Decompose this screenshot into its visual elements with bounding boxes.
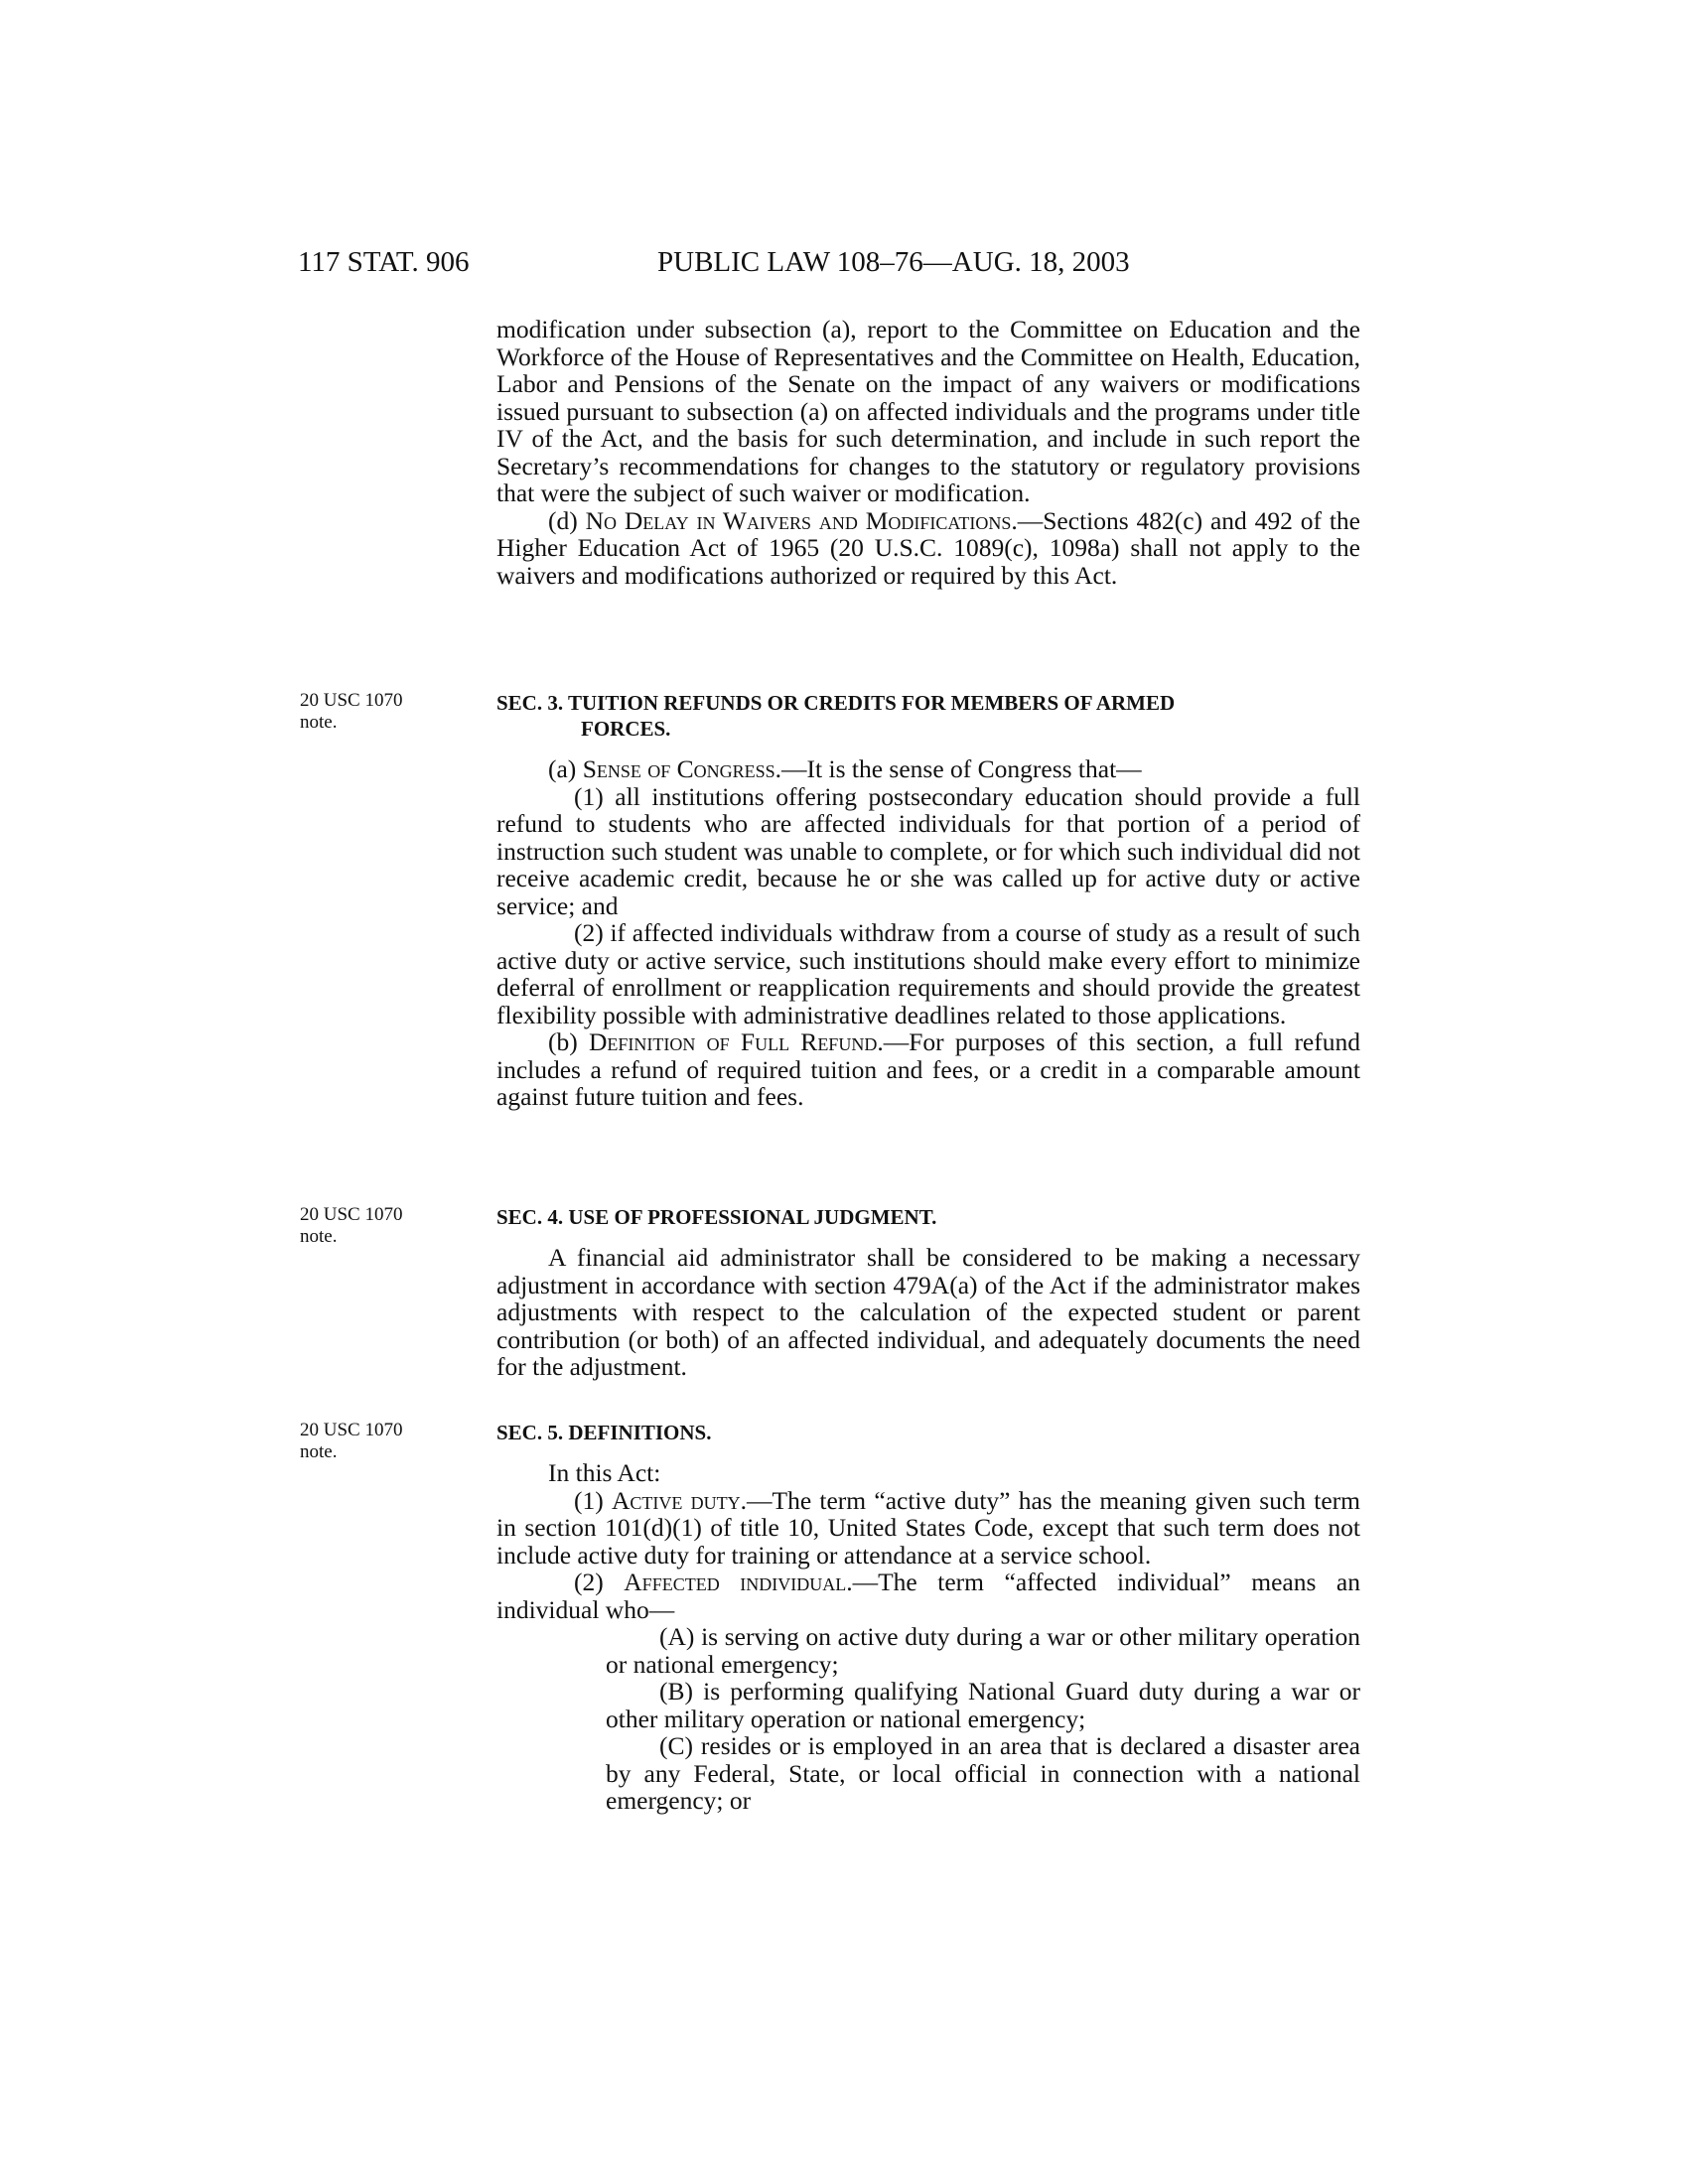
margin-note-label: note. — [300, 1441, 338, 1462]
definition-2-label: (2) — [574, 1568, 625, 1596]
paragraph-a1: (1) all institutions offering postsecondary education should provide a full refund to students who are affected individuals for that portion of a period of instruction such student was unable to complete, or for which such individual did not receive academic credit, because he or she was called up for active duty or active service; and — [496, 781, 1360, 920]
section-2-continuation — [496, 316, 1360, 589]
subsection-b — [496, 1028, 1360, 1111]
margin-note-citation: 20 USC 1070 — [300, 1420, 403, 1440]
subparagraph-C: (C) resides or is employed in an area that is declared a disaster area by any Federal, State, or local official in connection with a national emergency; or — [606, 1731, 1360, 1815]
subsection-a-text: —It is the sense of Congress that— — [781, 754, 1142, 783]
subsection-b-label: (b) — [548, 1027, 589, 1056]
section-3-heading-line2: FORCES. — [581, 717, 671, 741]
subparagraph-B: (B) is performing qualifying National Guard duty during a war or other military operation or national emergency; — [606, 1677, 1360, 1733]
definition-2 — [496, 1569, 1360, 1623]
section-5-heading: SEC. 5. DEFINITIONS. — [496, 1421, 712, 1444]
section-4-text: A financial aid administrator shall be considered to be making a necessary adjustment in accordance with section 479A(a) of the Act if the administrator makes adjustments with respect to the calculation of the expected student or parent contribution (or both) of an affected individual, and adequately documents the need for the adjustment. — [496, 1243, 1360, 1381]
subsection-b-text: —For purposes of this section, a full refund includes a refund of required tuition and fees, or a credit in a comparable amount against future tuition and fees. — [496, 1027, 1360, 1111]
definition-1 — [496, 1487, 1360, 1570]
section-3-heading-line1: SEC. 3. TUITION REFUNDS OR CREDITS FOR MEMBERS OF ARMED — [496, 691, 1176, 715]
margin-note-sec5 — [300, 1420, 449, 1463]
definition-1-heading: Active duty. — [611, 1485, 748, 1515]
section-3 — [496, 690, 1360, 1111]
paragraph-c-tail: modification under subsection (a), report to the Committee on Education and the Workforce of the House of Representatives and the Committee on Health, Education, Labor and Pensions of the Senate on the impact of any waivers or modifications issued pursuant to subsection (a) on affected individuals and the programs under title IV of the Act, and the basis for such determination, and include in such report the Secretary’s recommendations for changes to the statutory or regulatory provisions that were the subject of such waiver or modification. — [496, 315, 1360, 507]
section-4 — [496, 1204, 1360, 1381]
running-head — [298, 246, 1370, 286]
paragraph-d-heading: No Delay in Waivers and Modifications. — [585, 505, 1018, 535]
definition-1-label: (1) — [574, 1485, 612, 1515]
section-3-heading — [496, 690, 1360, 742]
definition-2-subparagraphs — [496, 1623, 1360, 1815]
stat-reference: 117 STAT. 906 — [298, 246, 470, 278]
subsection-b-heading: Definition of Full Refund. — [588, 1027, 884, 1056]
section-5 — [496, 1420, 1360, 1815]
margin-note-label: note. — [300, 1226, 338, 1247]
definition-2-heading: Affected individual. — [624, 1568, 853, 1596]
subsection-a-label: (a) — [548, 754, 583, 783]
paragraph-a2: (2) if affected individuals withdraw from a course of study as a result of such active duty or active service, such institutions should make every effort to minimize deferral of enrollment or reapplication requirements and should provide the greatest flexibility possible with administrative deadlines related to those applications. — [496, 918, 1360, 1029]
margin-note-sec4 — [300, 1204, 449, 1248]
definition-2-text: —The term “affected individual” means an individual who— — [496, 1568, 1360, 1624]
public-law-reference: PUBLIC LAW 108–76—AUG. 18, 2003 — [657, 246, 1130, 278]
margin-note-label: note. — [300, 712, 338, 733]
subsection-a-heading: Sense of Congress. — [582, 754, 782, 783]
subparagraph-A: (A) is serving on active duty during a war or other military operation or national emergency; — [606, 1622, 1360, 1679]
section-5-intro: In this Act: — [548, 1458, 661, 1487]
paragraph-d-text: —Sections 482(c) and 492 of the Higher Education Act of 1965 (20 U.S.C. 1089(c), 1098a) shall not apply to the waivers and modifications authorized or required by this Act. — [496, 505, 1360, 590]
margin-note-sec3 — [300, 690, 449, 734]
definition-1-text: —The term “active duty” has the meaning given such term in section 101(d)(1) of title 10, United States Code, except that such term does not include active duty for training or attendance at a service school. — [496, 1485, 1361, 1570]
paragraph-d — [496, 507, 1360, 590]
section-4-heading: SEC. 4. USE OF PROFESSIONAL JUDGMENT. — [496, 1205, 937, 1229]
margin-note-citation: 20 USC 1070 — [300, 690, 403, 711]
subsection-a — [496, 755, 1360, 783]
paragraph-d-label: (d) — [548, 505, 586, 535]
margin-note-citation: 20 USC 1070 — [300, 1204, 403, 1225]
